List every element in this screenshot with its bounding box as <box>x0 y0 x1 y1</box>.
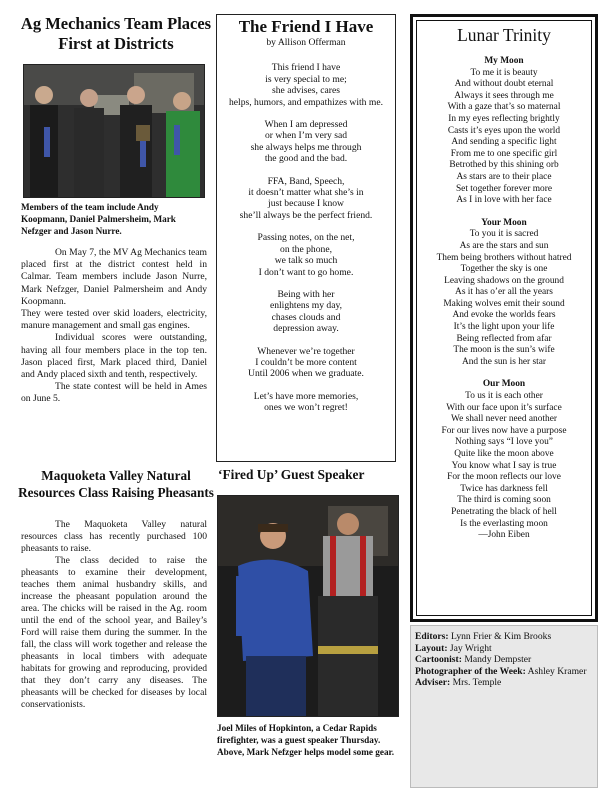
ag-photo-caption: Members of the team include Andy Koopmann, Daniel Palmersheim, Mark Nefzger and Jason Nurre. <box>21 202 176 236</box>
ag-article-body <box>21 247 207 406</box>
poem-line: it doesn’t matter what she’s in <box>248 187 364 199</box>
lunar-section-heading: Your Moon <box>481 217 527 228</box>
poem-line: Passing notes, on the net, <box>257 232 355 244</box>
guest-speaker-photo <box>217 495 399 717</box>
poem-line: she’ll always be the perfect friend. <box>239 209 373 221</box>
poem-line: To me it is beauty <box>470 67 538 78</box>
poem-line: When I am depressed <box>264 119 348 131</box>
poem-line: This friend I have <box>271 62 341 74</box>
ag-team-photo <box>23 64 205 198</box>
poem-line: And evoke the worlds fears <box>452 310 556 321</box>
poem-line: Being with her <box>277 288 335 300</box>
credit-entry <box>415 643 593 655</box>
lunar-poem-section <box>417 379 591 541</box>
friend-poem-stanzas <box>217 62 395 413</box>
poem-line: Set together forever more <box>455 183 553 194</box>
poem-line: depression away. <box>273 323 339 335</box>
poem-line: Always it sees through me <box>454 90 554 101</box>
credit-label: Photographer of the Week: <box>415 665 526 677</box>
pheasant-paragraph: The class decided to raise the pheasants to examine their development, teaches them animal husbandry skills, and increase the pheasant population around the area. The chicks will be raised in the Ag. room until the end of the school year, and Bailey’s Ford will raise them during the summer. In the fall, the class will work together and release the pheasants in local timbers with adequate habitats for growing and reproducing, provided that they don’t carry any diseases. The pheasants will be checked for diseases by local conservationists. <box>21 555 207 710</box>
poem-line: And without doubt eternal <box>454 79 554 90</box>
poem-line: To us it is each other <box>465 391 543 402</box>
poem-line: Until 2006 when we graduate. <box>248 368 364 380</box>
poem-line: she advises, cares <box>272 85 340 97</box>
lunar-poem-section <box>417 56 591 207</box>
poem-line: enlightens my day, <box>269 300 343 312</box>
poem-line: —John Eiben <box>478 530 530 541</box>
poem-line: You know what I say is true <box>451 460 557 471</box>
poem-line: We shall never need another <box>451 414 557 425</box>
poem-line: Let’s have more memories, <box>253 390 359 402</box>
poem-line: Making wolves emit their sound <box>443 298 565 309</box>
fired-up-headline: ‘Fired Up’ Guest Speaker <box>218 467 365 482</box>
poem-line: Casts it’s eyes upon the world <box>447 125 561 136</box>
ag-paragraph: They were tested over skid loaders, electricity, manure management and small gas engines. <box>21 308 207 332</box>
poem-line: FFA, Band, Speech, <box>267 175 345 187</box>
poem-line: Them being brothers without hatred <box>436 252 572 263</box>
credit-value: Mrs. Temple <box>452 677 502 689</box>
lunar-poem-box <box>410 14 598 622</box>
credit-value: Mandy Dempster <box>464 654 532 666</box>
friend-poem-stanza <box>217 346 395 380</box>
lunar-poem-section <box>417 218 591 369</box>
poem-line: As it has o’er all the years <box>455 287 553 298</box>
lunar-poem-inner-frame <box>416 20 592 616</box>
poem-line: With a gaze that’s so maternal <box>447 102 561 113</box>
credit-value: Ashley Kramer <box>527 665 587 677</box>
poem-line: just because I know <box>268 198 344 210</box>
poem-line: Nothing says “I love you” <box>455 437 553 448</box>
friend-poem-stanza <box>217 62 395 108</box>
poem-line: or when I’m very sad <box>264 130 348 142</box>
poem-line: From me to one specific girl <box>450 148 558 159</box>
poem-line: To you it is sacred <box>469 229 539 240</box>
poem-line: Quite like the moon above <box>454 449 554 459</box>
poem-line: With our face upon it’s surface <box>446 402 562 413</box>
credit-entry <box>415 666 593 678</box>
friend-poem-byline: by Allison Offerman <box>266 37 346 48</box>
staff-credits-list <box>415 631 593 689</box>
lunar-poem-sections <box>417 56 591 542</box>
poem-line: For the moon reflects our love <box>447 472 561 483</box>
friend-poem-box <box>216 14 396 462</box>
poem-line: she always helps me through <box>250 141 362 153</box>
pheasant-headline: Maquoketa Valley Natural Resources Class Raising Pheasants <box>18 468 214 500</box>
poem-line: As I in love with her face <box>456 195 552 206</box>
pheasant-paragraph: The Maquoketa Valley natural resources class has recently purchased 100 pheasants to raise. <box>21 519 207 554</box>
poem-line: is very special to me; <box>265 73 347 85</box>
poem-line: I couldn’t be more content <box>255 356 357 368</box>
poem-line: I don’t want to go home. <box>258 266 354 278</box>
poem-line: Twice has darkness fell <box>460 483 548 494</box>
poem-line: The moon is the sun’s wife <box>453 345 555 356</box>
credit-entry <box>415 631 593 643</box>
ag-paragraph: On May 7, the MV Ag Mechanics team placed first at the district contest held in Calmar. Team members include Jason Nurre, Mark Nefzger, Daniel Palmersheim and Andy Koopmann. <box>21 247 207 307</box>
friend-poem-stanza <box>217 232 395 278</box>
ag-paragraph: The state contest will be held in Ames on June 5. <box>21 381 207 405</box>
ag-mechanics-headline: Ag Mechanics Team Places First at Districts <box>20 14 212 53</box>
friend-poem-stanza <box>217 391 395 414</box>
poem-line: on the phone, <box>280 243 332 255</box>
poem-line: The third is coming soon <box>457 495 551 506</box>
poem-line: It’s the light upon your life <box>453 322 555 333</box>
credit-label: Adviser: <box>415 677 451 689</box>
pheasant-article-body <box>21 519 207 711</box>
friend-poem-stanza <box>217 176 395 222</box>
credit-label: Editors: <box>415 631 449 642</box>
lunar-poem-title: Lunar Trinity <box>457 25 551 45</box>
speaker-photo-caption: Joel Miles of Hopkinton, a Cedar Rapids firefighter, was a guest speaker Thursday. Above, Mark Nefzger helps model some gear. <box>217 723 395 757</box>
poem-line: Betrothed by this shining orb <box>449 160 559 171</box>
poem-line: As are the stars and sun <box>459 240 549 251</box>
poem-line: In my eyes reflecting brightly <box>448 113 560 124</box>
poem-line: helps, humors, and empathizes with me. <box>228 96 383 108</box>
poem-line: And the sun is her star <box>461 356 547 367</box>
friend-poem-stanza <box>217 119 395 165</box>
credit-entry <box>415 677 593 689</box>
poem-line: And sending a specific light <box>451 137 557 148</box>
poem-line: Is the everlasting moon <box>460 518 548 529</box>
poem-line: chases clouds and <box>271 311 341 323</box>
credit-label: Cartoonist: <box>415 654 462 666</box>
team-photo-illustration <box>24 65 204 197</box>
poem-line: Being reflected from afar <box>456 333 552 344</box>
poem-line: Together the sky is one <box>460 264 548 275</box>
lunar-section-heading: My Moon <box>484 56 524 66</box>
staff-credits-box <box>410 625 598 788</box>
credit-value: Jay Wright <box>449 642 492 654</box>
credit-entry <box>415 654 593 666</box>
poem-line: ones we won’t regret! <box>264 402 348 414</box>
friend-poem-title: The Friend I Have <box>238 17 374 36</box>
lunar-section-heading: Our Moon <box>482 379 526 390</box>
poem-line: Whenever we’re together <box>257 345 355 357</box>
poem-line: For our lives now have a purpose <box>441 425 567 436</box>
friend-poem-stanza <box>217 289 395 335</box>
poem-line: we talk so much <box>274 255 338 267</box>
credit-label: Layout: <box>415 642 448 654</box>
poem-line: Leaving shadows on the ground <box>444 275 564 286</box>
credit-value: Lynn Frier & Kim Brooks <box>450 631 552 642</box>
ag-paragraph: Individual scores were outstanding, having all four members place in the top ten. Jason placed first, Mark placed third, Daniel and Andy placed sixth and tenth, respectively. <box>21 332 207 381</box>
poem-line: As stars are to their place <box>456 171 552 182</box>
speaker-photo-illustration <box>218 496 398 716</box>
poem-line: Penetrating the black of hell <box>451 506 557 517</box>
poem-line: the good and the bad. <box>264 153 348 165</box>
